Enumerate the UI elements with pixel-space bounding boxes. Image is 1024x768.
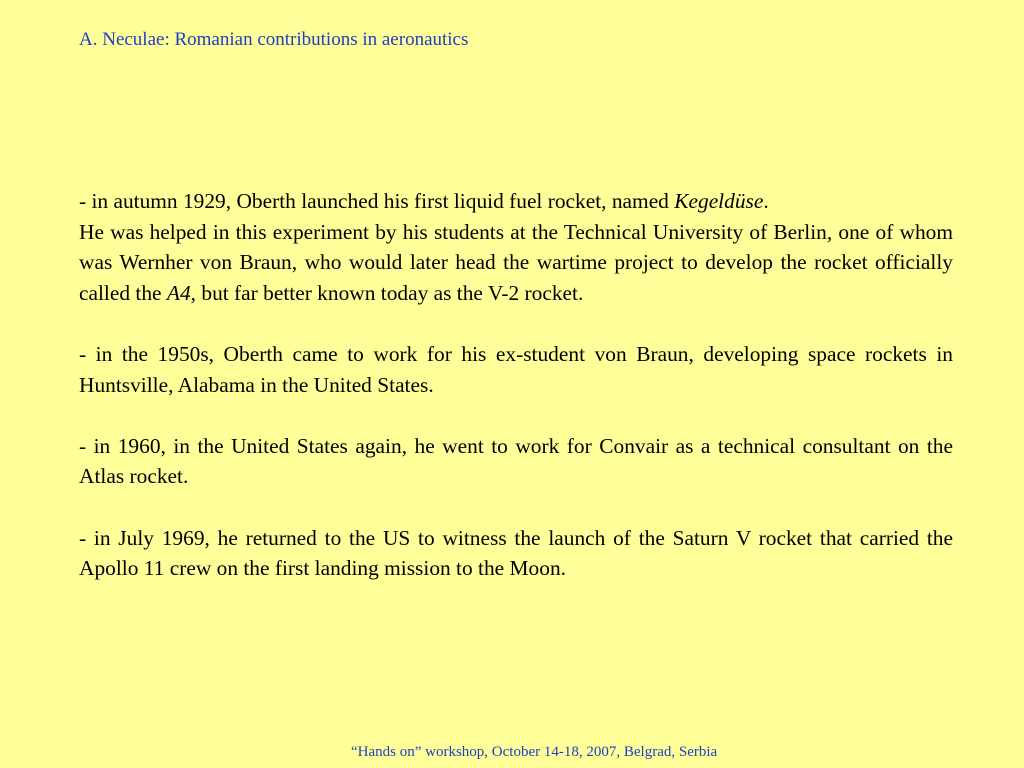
rocket-name-a4: A4	[166, 280, 191, 305]
paragraph-1929-text: - in autumn 1929, Oberth launched his first liquid fuel rocket, named	[79, 189, 675, 213]
paragraph-1929	[79, 186, 953, 217]
paragraph-von-braun	[79, 217, 953, 309]
paragraph-von-braun-end: , but far better known today as the V-2 rocket.	[190, 280, 584, 305]
slide-footer: “Hands on” workshop, October 14-18, 2007, Belgrad, Serbia	[351, 744, 718, 760]
paragraph-1969: - in July 1969, he returned to the US to witness the launch of the Saturn V rocket that carried the Apollo 11 crew on the first landing mission to the Moon.	[79, 525, 953, 581]
paragraph-1929-end: .	[763, 189, 769, 213]
paragraph-spacer	[79, 400, 953, 431]
paragraph-1960: - in 1960, in the United States again, he went to work for Convair as a technical consultant on the Atlas rocket.	[79, 433, 953, 489]
slide-header: A. Neculae: Romanian contributions in aeronautics	[79, 29, 469, 50]
slide-body	[79, 186, 953, 584]
paragraph-von-braun-text: He was helped in this experiment by his students at the Technical University of Berlin, one of whom was Wernher von Braun, who would later head the wartime project to develop the rocket officially called the	[79, 219, 953, 305]
paragraph-spacer	[79, 308, 953, 339]
paragraph-spacer	[79, 492, 953, 523]
rocket-name-kegelduse: Kegeldüse	[674, 189, 764, 213]
paragraph-1950s: - in the 1950s, Oberth came to work for his ex-student von Braun, developing space rockets in Huntsville, Alabama in the United States.	[79, 341, 953, 397]
